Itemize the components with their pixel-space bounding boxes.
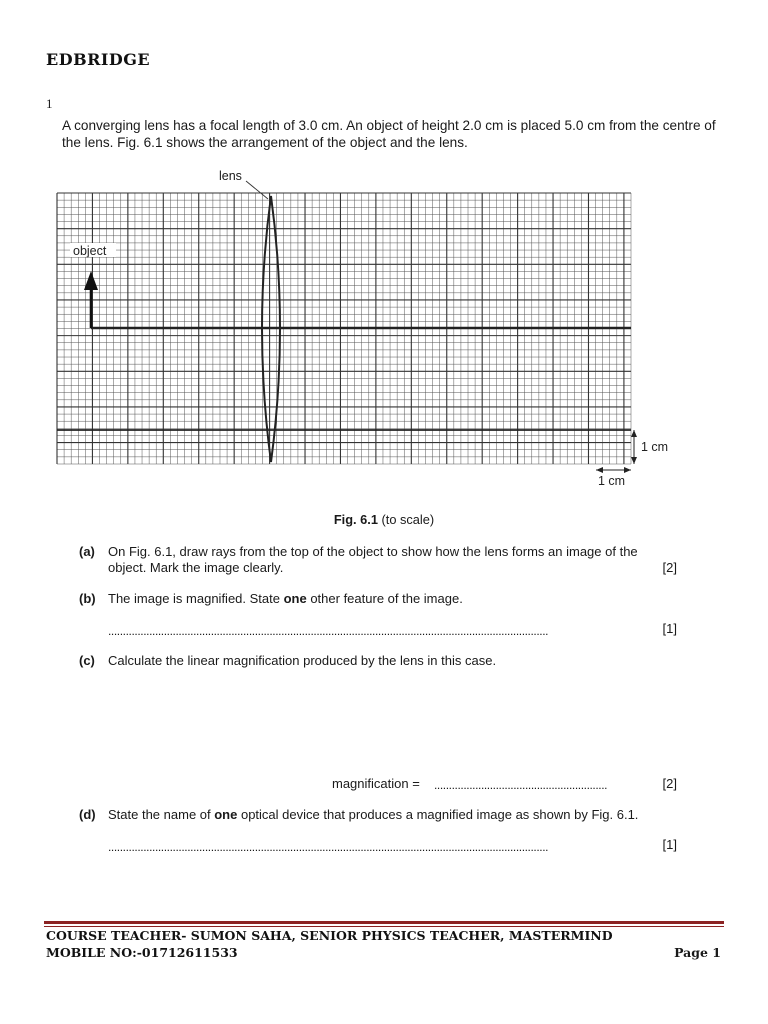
part-b-text-bold: one	[283, 591, 307, 606]
magnification-answer-line[interactable]: ...........................................................	[434, 778, 608, 792]
footer-rule-thick	[44, 921, 724, 924]
brand-title: EDBRIDGE	[46, 50, 151, 69]
question-intro: A converging lens has a focal length of 3.0 cm. An object of height 2.0 cm is placed 5.0 cm from the centre of the lens. Fig. 6.1 shows the arrangement of the object and the lens.	[62, 118, 716, 150]
part-d-answer-line[interactable]: ......................................................................................................................................................	[108, 840, 549, 854]
part-d-text	[108, 807, 678, 823]
scale-vertical-arrow-top	[631, 430, 637, 437]
object-label: object	[73, 244, 107, 258]
lens-leader-line	[246, 181, 268, 199]
figure-caption-bold: Fig. 6.1	[333, 512, 378, 527]
footer-rule-thin	[44, 926, 724, 927]
figure-caption	[0, 512, 768, 527]
question-part-c	[79, 653, 677, 793]
part-c-label: (c)	[79, 653, 95, 668]
question-number: 1	[46, 96, 53, 111]
figure-caption-rest: (to scale)	[377, 512, 435, 527]
footer-mobile: MOBILE NO:-01712611533	[46, 945, 238, 960]
footer-teacher: COURSE TEACHER- SUMON SAHA, SENIOR PHYSICS TEACHER, MASTERMIND	[46, 928, 613, 943]
scale-vertical-label: 1 cm	[641, 440, 669, 454]
part-d-label: (d)	[79, 807, 96, 822]
part-a-marks: [2]	[662, 560, 677, 575]
part-d-marks: [1]	[662, 837, 677, 852]
object-arrow-head	[84, 271, 98, 290]
part-d-text-after: optical device that produces a magnified image as shown by Fig. 6.1.	[237, 807, 639, 822]
part-b-answer-line[interactable]: ......................................................................................................................................................	[108, 624, 549, 638]
part-d-text-before: State the name of	[108, 807, 215, 822]
scale-vertical-arrow-bottom	[631, 457, 637, 464]
scale-horizontal-label: 1 cm	[598, 474, 626, 488]
part-c-text: Calculate the linear magnification produced by the lens in this case.	[108, 653, 497, 668]
part-d-text-bold: one	[214, 807, 238, 822]
part-b-text	[108, 591, 678, 607]
part-b-text-after: other feature of the image.	[306, 591, 463, 606]
question-part-d	[79, 807, 677, 857]
part-c-marks: [2]	[662, 776, 677, 791]
question-part-b	[79, 591, 677, 641]
scale-horizontal-arrow-right	[624, 467, 631, 473]
question-part-a	[79, 544, 677, 580]
part-a-text: On Fig. 6.1, draw rays from the top of the object to show how the lens forms an image of the object. Mark the image clearly.	[108, 544, 638, 575]
part-b-text-before: The image is magnified. State	[108, 591, 284, 606]
part-a-label: (a)	[79, 544, 95, 559]
page-number: Page 1	[674, 945, 721, 960]
part-b-label: (b)	[79, 591, 96, 606]
scale-horizontal-arrow-left	[596, 467, 603, 473]
part-b-marks: [1]	[662, 621, 677, 636]
magnification-prefix: magnification =	[332, 776, 420, 791]
lens-label: lens	[219, 169, 242, 183]
